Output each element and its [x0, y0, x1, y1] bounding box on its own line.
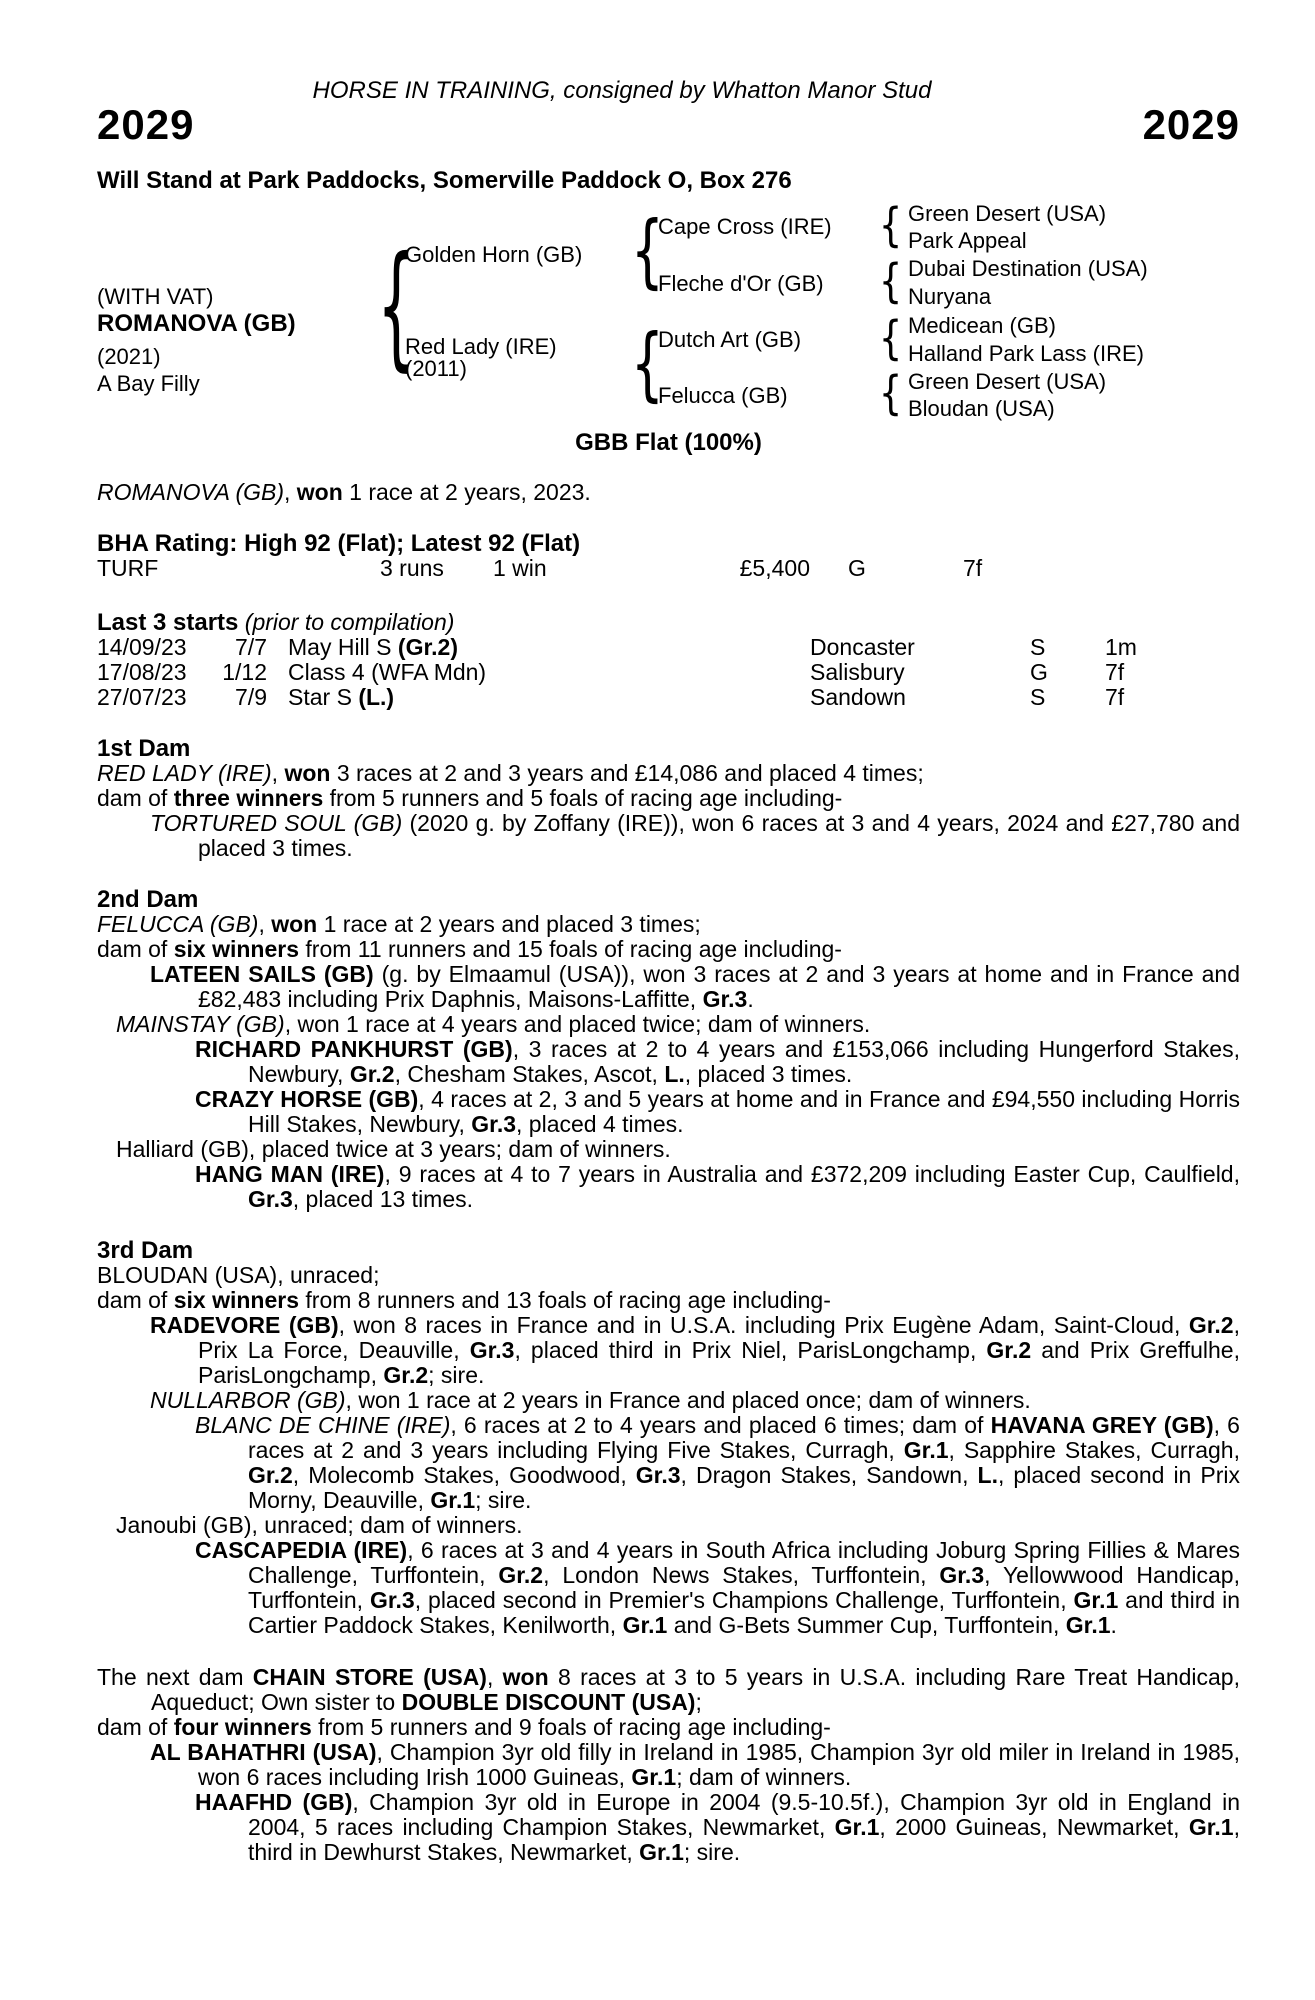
catalogue-block — [97, 1012, 1240, 1037]
block-paragraph-text: RED LADY (IRE), won 3 races at 2 and 3 years and £14,086 and placed 4 times; — [97, 760, 924, 786]
pedigree-g4-2: Park Appeal — [908, 228, 1027, 253]
catalogue-block — [97, 962, 1240, 1012]
catalogue-block — [97, 811, 1240, 861]
catalogue-body — [97, 430, 1240, 1865]
catalogue-block — [97, 786, 1240, 811]
race-date: 17/08/23 — [97, 659, 187, 685]
block-header-text: 3rd Dam — [97, 1237, 194, 1264]
block-paragraph-text: Halliard (GB), placed twice at 3 years; dam of winners. — [116, 1136, 671, 1162]
race-date: 14/09/23 — [97, 634, 187, 660]
race-record-summary: ROMANOVA (GB), won 1 race at 2 years, 2023. — [97, 479, 591, 505]
block-paragraph-text: RICHARD PANKHURST (GB), 3 races at 2 to 4 years and £153,066 including Hungerford Stakes, Newbury, Gr.2, Chesham Stakes, Ascot, L., placed 3 times. — [195, 1036, 1240, 1087]
race-result-row — [97, 685, 1240, 710]
pedigree-dam: Red Lady (IRE) — [405, 334, 557, 359]
block-paragraph-text: The next dam CHAIN STORE (USA), won 8 races at 3 to 5 years in U.S.A. including Rare Treat Handicap, Aqueduct; Own sister to DOUBLE DISCOUNT (USA); — [97, 1664, 1240, 1715]
lot-number-left: 2029 — [97, 101, 195, 148]
catalogue-block — [97, 1263, 1240, 1288]
catalogue-block — [97, 937, 1240, 962]
race-going: S — [1030, 684, 1046, 710]
catalogue-block — [97, 1137, 1240, 1162]
block-paragraph-text: RADEVORE (GB), won 8 races in France and in U.S.A. including Prix Eugène Adam, Saint-Cloud, Gr.2, Prix La Force, Deauville, Gr.3, placed third in Prix Niel, ParisLongchamp, Gr.2 and Prix Greffulhe, ParisLongchamp, Gr.2; sire. — [150, 1312, 1240, 1388]
pedigree-g3-3: Dutch Art (GB) — [658, 327, 802, 352]
block-paragraph-text: dam of six winners from 8 runners and 13 foals of racing age including- — [97, 1287, 831, 1313]
pedigree-g4-5: Medicean (GB) — [908, 313, 1056, 338]
last-starts-title-italic: (prior to compilation) — [244, 609, 455, 635]
race-course: Salisbury — [810, 659, 905, 685]
pedigree-brace-gen2: { — [377, 228, 416, 385]
race-distance: 7f — [1105, 659, 1125, 685]
block-paragraph-text: LATEEN SAILS (GB) (g. by Elmaamul (USA)), won 3 races at 2 and 3 years at home and in France and £82,483 including Prix Daphnis, Maisons-Laffitte, Gr.3. — [150, 961, 1241, 1012]
block-paragraph-text: Janoubi (GB), unraced; dam of winners. — [116, 1512, 523, 1538]
catalogue-block — [97, 1037, 1240, 1087]
stand-location-line: Will Stand at Park Paddocks, Somerville Paddock O, Box 276 — [97, 167, 792, 194]
pedigree-g3-2: Fleche d'Or (GB) — [658, 271, 824, 296]
race-going: G — [1030, 659, 1048, 685]
block-paragraph-text: BLANC DE CHINE (IRE), 6 races at 2 to 4 years and placed 6 times; dam of HAVANA GREY (GB), 6 races at 2 and 3 years including Flying Five Stakes, Curragh, Gr.1, Sapphire Stakes, Curragh, Gr.2, Molecomb Stakes, Goodwood, Gr.3, Dragon Stakes, Sandown, L., placed second in Prix Morny, Deauville, Gr.1; sire. — [195, 1412, 1240, 1513]
wins-value: 1 win — [493, 555, 547, 581]
race-position: 7/7 — [235, 634, 267, 660]
block-paragraph-text: CASCAPEDIA (IRE), 6 races at 3 and 4 years in South Africa including Joburg Spring Fillies & Mares Challenge, Turffontein, Gr.2, London News Stakes, Turffontein, Gr.3, Yellowwood Handicap, Turffontein, Gr.3, placed second in Premier's Champions Challenge, Turffontein, Gr.1 and third in Cartier Paddock Stakes, Kenilworth, Gr.1 and G-Bets Summer Cup, Turffontein, Gr.1. — [195, 1537, 1240, 1638]
race-result-row — [97, 660, 1240, 685]
earnings-value: £5,400 — [739, 555, 810, 581]
pedigree-g3-1: Cape Cross (IRE) — [658, 214, 832, 239]
pedigree-with-vat: (WITH VAT) — [97, 284, 214, 309]
block-paragraph-text: NULLARBOR (GB), won 1 race at 2 years in France and placed once; dam of winners. — [150, 1387, 1031, 1413]
race-date: 27/07/23 — [97, 684, 187, 710]
race-course: Doncaster — [810, 634, 915, 660]
pedigree-sire: Golden Horn (GB) — [405, 242, 583, 267]
turf-record-row — [97, 556, 1240, 581]
block-paragraph-text: MAINSTAY (GB), won 1 race at 4 years and placed twice; dam of winners. — [116, 1011, 871, 1037]
block-paragraph-text: CRAZY HORSE (GB), 4 races at 2, 3 and 5 years at home and in France and £94,550 including Horris Hill Stakes, Newbury, Gr.3, placed 4 times. — [195, 1086, 1240, 1137]
race-position: 7/9 — [235, 684, 267, 710]
pedigree-subject-year: (2021) — [97, 344, 161, 369]
catalogue-block — [97, 1740, 1240, 1790]
last-starts-table — [97, 635, 1240, 710]
pedigree-g4-6: Halland Park Lass (IRE) — [908, 341, 1144, 366]
dam-sections — [97, 736, 1240, 1865]
race-course: Sandown — [810, 684, 906, 710]
block-paragraph-text: FELUCCA (GB), won 1 race at 2 years and placed 3 times; — [97, 911, 701, 937]
catalogue-block — [97, 1715, 1240, 1740]
block-paragraph-text: AL BAHATHRI (USA), Champion 3yr old filly in Ireland in 1985, Champion 3yr old miler in Ireland in 1985, won 6 races including Irish 1000 Guineas, Gr.1; dam of winners. — [150, 1739, 1240, 1790]
catalogue-block — [97, 1665, 1240, 1715]
catalogue-block — [97, 1313, 1240, 1388]
race-name: Class 4 (WFA Mdn) — [288, 659, 487, 685]
race-distance: 7f — [1105, 684, 1125, 710]
lot-number-right: 2029 — [1142, 101, 1240, 148]
block-paragraph-text: dam of three winners from 5 runners and 5 foals of racing age including- — [97, 785, 843, 811]
gbb-eligibility-line: GBB Flat (100%) — [575, 429, 762, 456]
pedigree-g4-4: Nuryana — [908, 284, 992, 309]
catalogue-block — [97, 1538, 1240, 1638]
runs-value: 3 runs — [380, 555, 444, 581]
pedigree-brace-gen4-3: { — [878, 311, 903, 365]
catalogue-block — [97, 1513, 1240, 1538]
pedigree-subject-desc: A Bay Filly — [97, 371, 200, 396]
pedigree-brace-gen3-bottom: { — [630, 317, 664, 410]
distance-value: 7f — [963, 555, 983, 581]
catalogue-block — [97, 1413, 1240, 1513]
catalogue-block — [97, 1388, 1240, 1413]
race-going: S — [1030, 634, 1046, 660]
going-value: G — [848, 555, 866, 581]
catalogue-block — [97, 912, 1240, 937]
catalogue-block — [97, 1288, 1240, 1313]
catalogue-block — [97, 887, 1240, 912]
catalogue-block — [97, 736, 1240, 761]
last-starts-title — [97, 610, 1240, 635]
surface-label: TURF — [97, 555, 159, 581]
block-header-text: 1st Dam — [97, 735, 191, 762]
consignment-line: HORSE IN TRAINING, consigned by Whatton Manor Stud — [312, 77, 932, 104]
block-paragraph-text: dam of four winners from 5 runners and 9 foals of racing age including- — [97, 1714, 831, 1740]
catalogue-block — [97, 1162, 1240, 1212]
pedigree-g4-1: Green Desert (USA) — [908, 201, 1107, 226]
bha-rating-line: BHA Rating: High 92 (Flat); Latest 92 (Flat) — [97, 530, 581, 557]
last-starts-title-bold: Last 3 starts — [97, 609, 239, 636]
race-result-row — [97, 635, 1240, 660]
pedigree-g4-7: Green Desert (USA) — [908, 369, 1107, 394]
block-paragraph-text: dam of six winners from 11 runners and 15 foals of racing age including- — [97, 936, 842, 962]
race-distance: 1m — [1105, 634, 1137, 660]
block-paragraph-text: TORTURED SOUL (GB) (2020 g. by Zoffany (IRE)), won 6 races at 3 and 4 years, 2024 and £27,780 and placed 3 times. — [150, 810, 1241, 861]
block-paragraph-text: BLOUDAN (USA), unraced; — [97, 1262, 380, 1288]
pedigree-g4-8: Bloudan (USA) — [908, 396, 1055, 421]
pedigree-g3-4: Felucca (GB) — [658, 383, 788, 408]
catalogue-block — [97, 761, 1240, 786]
pedigree-brace-gen4-1: { — [878, 198, 903, 252]
pedigree-subject-name: ROMANOVA (GB) — [97, 310, 296, 337]
block-paragraph-text: HAAFHD (GB), Champion 3yr old in Europe in 2004 (9.5-10.5f.), Champion 3yr old in England in 2004, 5 races including Champion Stakes, Newmarket, Gr.1, 2000 Guineas, Newmarket, Gr.1, third in Dewhurst Stakes, Newmarket, Gr.1; sire. — [195, 1789, 1241, 1865]
pedigree-g4-3: Dubai Destination (USA) — [908, 256, 1148, 281]
race-name: May Hill S (Gr.2) — [288, 634, 458, 660]
pedigree-dam-year: (2011) — [405, 356, 467, 381]
pedigree-brace-gen3-top: { — [630, 204, 664, 297]
catalogue-block — [97, 1790, 1240, 1865]
catalogue-block — [97, 1238, 1240, 1263]
catalogue-block — [97, 1087, 1240, 1137]
pedigree-brace-gen4-4: { — [878, 366, 903, 420]
race-position: 1/12 — [222, 659, 267, 685]
pedigree-brace-gen4-2: { — [878, 254, 903, 308]
race-name: Star S (L.) — [288, 684, 395, 710]
page-header-and-pedigree — [0, 0, 1315, 430]
block-header-text: 2nd Dam — [97, 886, 199, 913]
block-paragraph-text: HANG MAN (IRE), 9 races at 4 to 7 years in Australia and £372,209 including Easter Cup, Caulfield, Gr.3, placed 13 times. — [195, 1161, 1240, 1212]
